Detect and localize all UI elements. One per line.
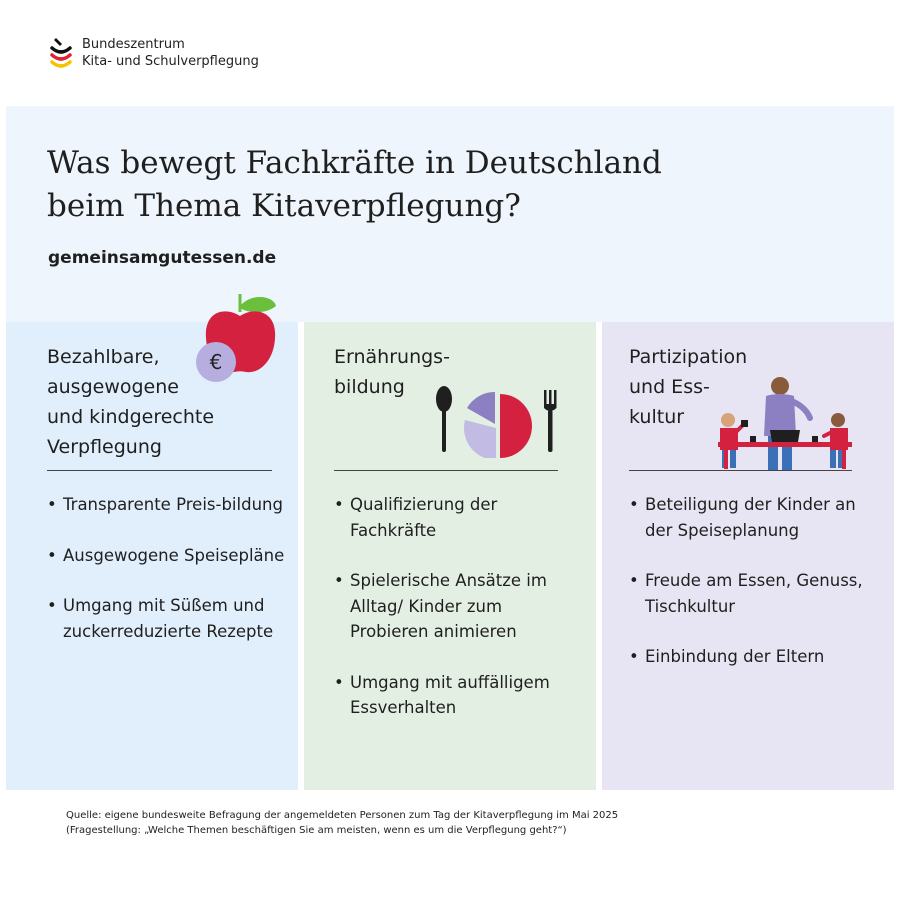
- logo-mark-icon: [48, 36, 74, 70]
- divider: [334, 470, 558, 471]
- list-item: • Freude am Essen, Genuss, Tischkultur: [629, 568, 879, 619]
- page-title: [47, 142, 807, 228]
- family-dining-table-icon: [714, 374, 856, 472]
- apple-euro-icon: [194, 288, 286, 386]
- column-title-line: Verpflegung: [47, 436, 162, 458]
- column-nutrition-education: [304, 322, 596, 790]
- logo-line-1: Bundeszentrum: [82, 37, 185, 52]
- source-note: [66, 808, 618, 838]
- title-line-2: beim Thema Kitaverpflegung?: [47, 188, 521, 224]
- bullet-list: [47, 492, 287, 669]
- list-item: • Transparente Preis-bildung: [47, 492, 287, 518]
- logo-line-2: Kita- und Schulverpflegung: [82, 54, 259, 69]
- svg-text:€: €: [209, 350, 223, 374]
- spoon-pie-fork-icon: [432, 382, 568, 458]
- list-item: • Umgang mit Süßem und zuckerreduzierte Rezepte: [47, 593, 287, 644]
- column-title-line: und Ess-: [629, 376, 710, 398]
- column-title-line: und kindgerechte: [47, 406, 215, 428]
- column-title-line: Ernährungs-: [334, 346, 450, 368]
- column-title-line: Bezahlbare,: [47, 346, 160, 368]
- column-title-line: bildung: [334, 376, 405, 398]
- source-line-2: (Fragestellung: „Welche Themen beschäftigen Sie am meisten, wenn es um die Verpflegung geht?“): [66, 825, 567, 836]
- list-item: • Spielerische Ansätze im Alltag/ Kinder zum Probieren animieren: [334, 568, 574, 645]
- column-title-line: kultur: [629, 406, 685, 428]
- list-item: • Qualifizierung der Fachkräfte: [334, 492, 574, 543]
- divider: [47, 470, 272, 471]
- list-item: • Umgang mit auffälligem Essverhalten: [334, 670, 574, 721]
- list-item: • Einbindung der Eltern: [629, 644, 879, 670]
- bullet-list: [629, 492, 879, 695]
- column-title-line: Partizipation: [629, 346, 748, 368]
- divider: [629, 470, 852, 471]
- list-item: • Beteiligung der Kinder an der Speiseplanung: [629, 492, 879, 543]
- website-link[interactable]: gemeinsamgutessen.de: [48, 248, 277, 268]
- source-line-1: Quelle: eigene bundesweite Befragung der angemeldeten Personen zum Tag der Kitaverpflegung im Mai 2025: [66, 810, 619, 821]
- logo-text: [82, 36, 259, 70]
- column-title-line: ausgewogene: [47, 376, 179, 398]
- logo: [48, 36, 259, 70]
- bullet-list: [334, 492, 574, 746]
- list-item: • Ausgewogene Speisepläne: [47, 543, 287, 569]
- column-affordable-catering: [6, 322, 298, 790]
- column-participation: [602, 322, 894, 790]
- title-line-1: Was bewegt Fachkräfte in Deutschland: [47, 145, 662, 181]
